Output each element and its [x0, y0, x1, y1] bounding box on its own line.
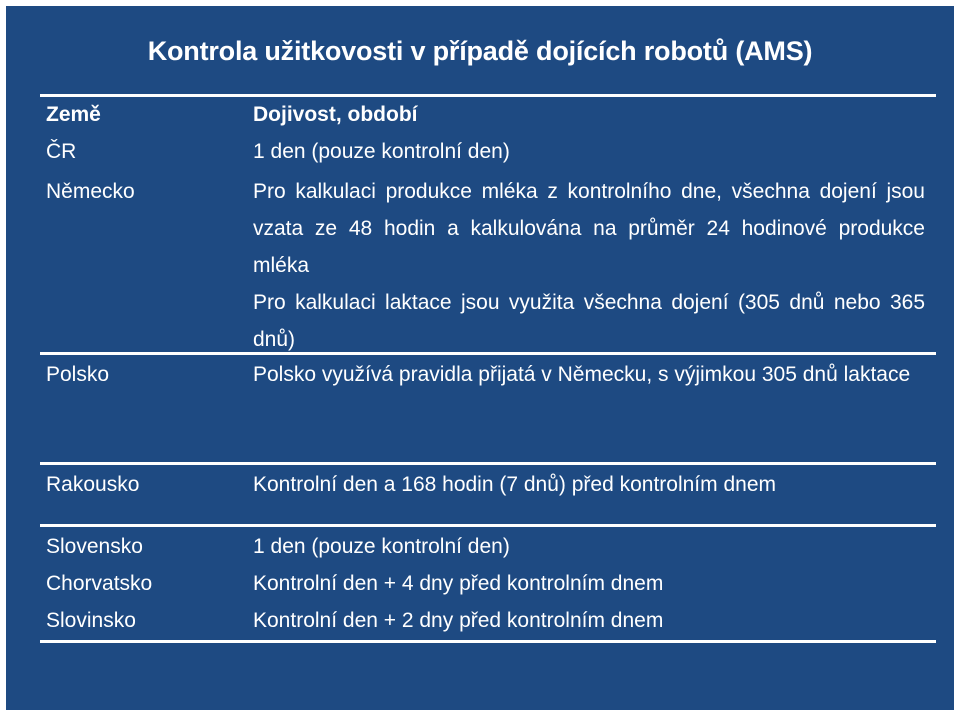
row-country-chorvatsko: Chorvatsko	[46, 572, 153, 595]
row-info-polsko: Polsko využívá pravidla přijatá v Německu, s výjimkou 305 dnů laktace	[253, 363, 911, 386]
row-info-nemecko: Pro kalkulaci produkce mléka z kontrolního dne, všechna dojení jsou vzata ze 48 hodin a kalkulována na průměr 24 hodinové produkce mléka	[253, 180, 925, 277]
row-country-slovensko: Slovensko	[46, 535, 143, 558]
slide	[6, 6, 954, 710]
header-country: Země	[46, 103, 101, 126]
row-info-chorvatsko: Kontrolní den + 4 dny před kontrolním dnem	[253, 572, 664, 595]
header-info: Dojivost, období	[253, 103, 418, 126]
row-info-rakousko: Kontrolní den a 168 hodin (7 dnů) před kontrolním dnem	[253, 473, 777, 496]
table-bottom-rule	[40, 640, 936, 643]
row-info-slovensko: 1 den (pouze kontrolní den)	[253, 535, 510, 558]
row-divider	[40, 462, 936, 465]
table-top-rule	[40, 94, 936, 97]
row-country-polsko: Polsko	[46, 363, 110, 386]
row-info-nemecko-laktace: Pro kalkulaci laktace jsou využita všechna dojení (305 dnů nebo 365 dnů)	[253, 291, 925, 351]
row-info-slovinsko: Kontrolní den + 2 dny před kontrolním dnem	[253, 609, 664, 632]
row-divider	[40, 524, 936, 527]
row-country-nemecko: Německo	[46, 180, 135, 203]
row-country-cr: ČR	[46, 140, 77, 163]
slide-title: Kontrola užitkovosti v případě dojících robotů (AMS)	[147, 36, 813, 66]
row-divider	[40, 352, 936, 355]
row-country-slovinsko: Slovinsko	[46, 609, 136, 632]
row-info-cr: 1 den (pouze kontrolní den)	[253, 140, 510, 163]
row-country-rakousko: Rakousko	[46, 473, 140, 496]
